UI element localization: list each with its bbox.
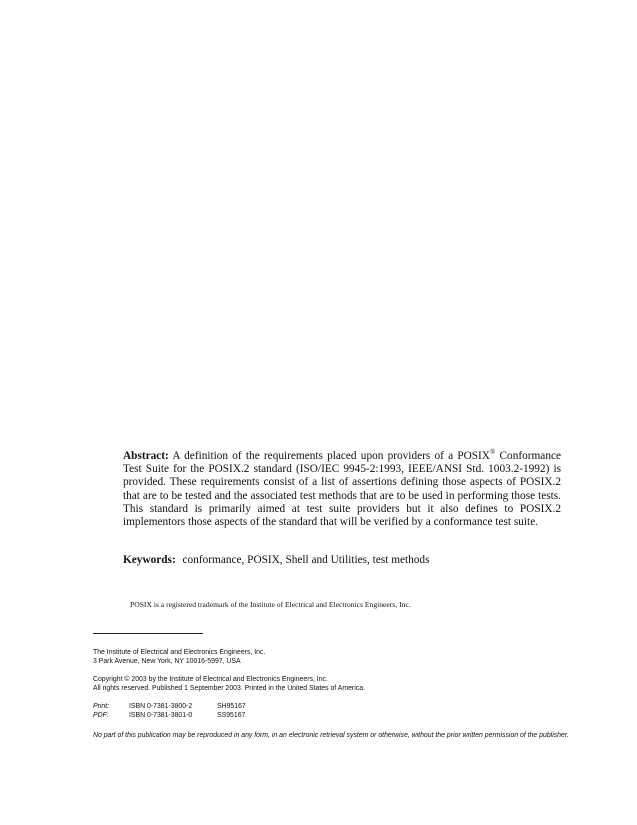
keywords-text: conformance, POSIX, Shell and Utilities, test methods bbox=[182, 554, 430, 566]
isbn-row-pdf bbox=[93, 711, 573, 720]
isbn-code: SH95167 bbox=[217, 703, 246, 710]
publisher-block bbox=[93, 648, 573, 666]
abstract-text-start: A definition of the requirements placed upon providers of a POSIX bbox=[172, 450, 490, 462]
footnote-divider bbox=[93, 633, 203, 634]
publisher-address: 3 Park Avenue, New York, NY 10016-5997, USA bbox=[93, 658, 241, 665]
abstract-paragraph bbox=[123, 450, 561, 529]
isbn-number: ISBN 0-7381-3801-0 bbox=[129, 712, 193, 719]
abstract-text-rest: Conformance Test Suite for the POSIX.2 standard (ISO/IEC 9945-2:1993, IEEE/ANSI Std. 1003.2-1992) is provided. These requirements consist of a list of assertions defining those aspects of POSIX.2 that are to be tested and the associated test methods that are to be used in performing those tests. This standard is primarily aimed at test suite providers but it also defines to POSIX.2 implementors those aspects of the standard that will be verified by a conformance test suite. bbox=[123, 450, 561, 529]
trademark-notice: POSIX is a registered trademark of the Institute of Electrical and Electronics Engineers, Inc. bbox=[130, 600, 411, 609]
registered-mark: ® bbox=[489, 448, 496, 457]
isbn-number: ISBN 0-7381-3800-2 bbox=[129, 703, 193, 710]
reproduction-notice: No part of this publication may be reproduced in any form, in an electronic retrieval system or otherwise, without the prior written permission of the publisher. bbox=[93, 732, 569, 739]
copyright-block bbox=[93, 675, 573, 693]
isbn-row-print bbox=[93, 702, 573, 711]
isbn-label: PDF: bbox=[93, 712, 109, 719]
keywords-line bbox=[123, 553, 561, 567]
copyright-line-1: Copyright © 2003 by the Institute of Electrical and Electronics Engineers, Inc. bbox=[93, 676, 328, 683]
keywords-label: Keywords: bbox=[123, 554, 176, 566]
isbn-label: Print: bbox=[93, 703, 110, 710]
copyright-line-2: All rights reserved. Published 1 September 2003. Printed in the United States of America. bbox=[93, 685, 365, 692]
isbn-block bbox=[93, 702, 573, 720]
abstract-label: Abstract: bbox=[123, 450, 169, 462]
isbn-code: SS95167 bbox=[217, 712, 246, 719]
publisher-name: The Institute of Electrical and Electronics Engineers, Inc. bbox=[93, 649, 266, 656]
